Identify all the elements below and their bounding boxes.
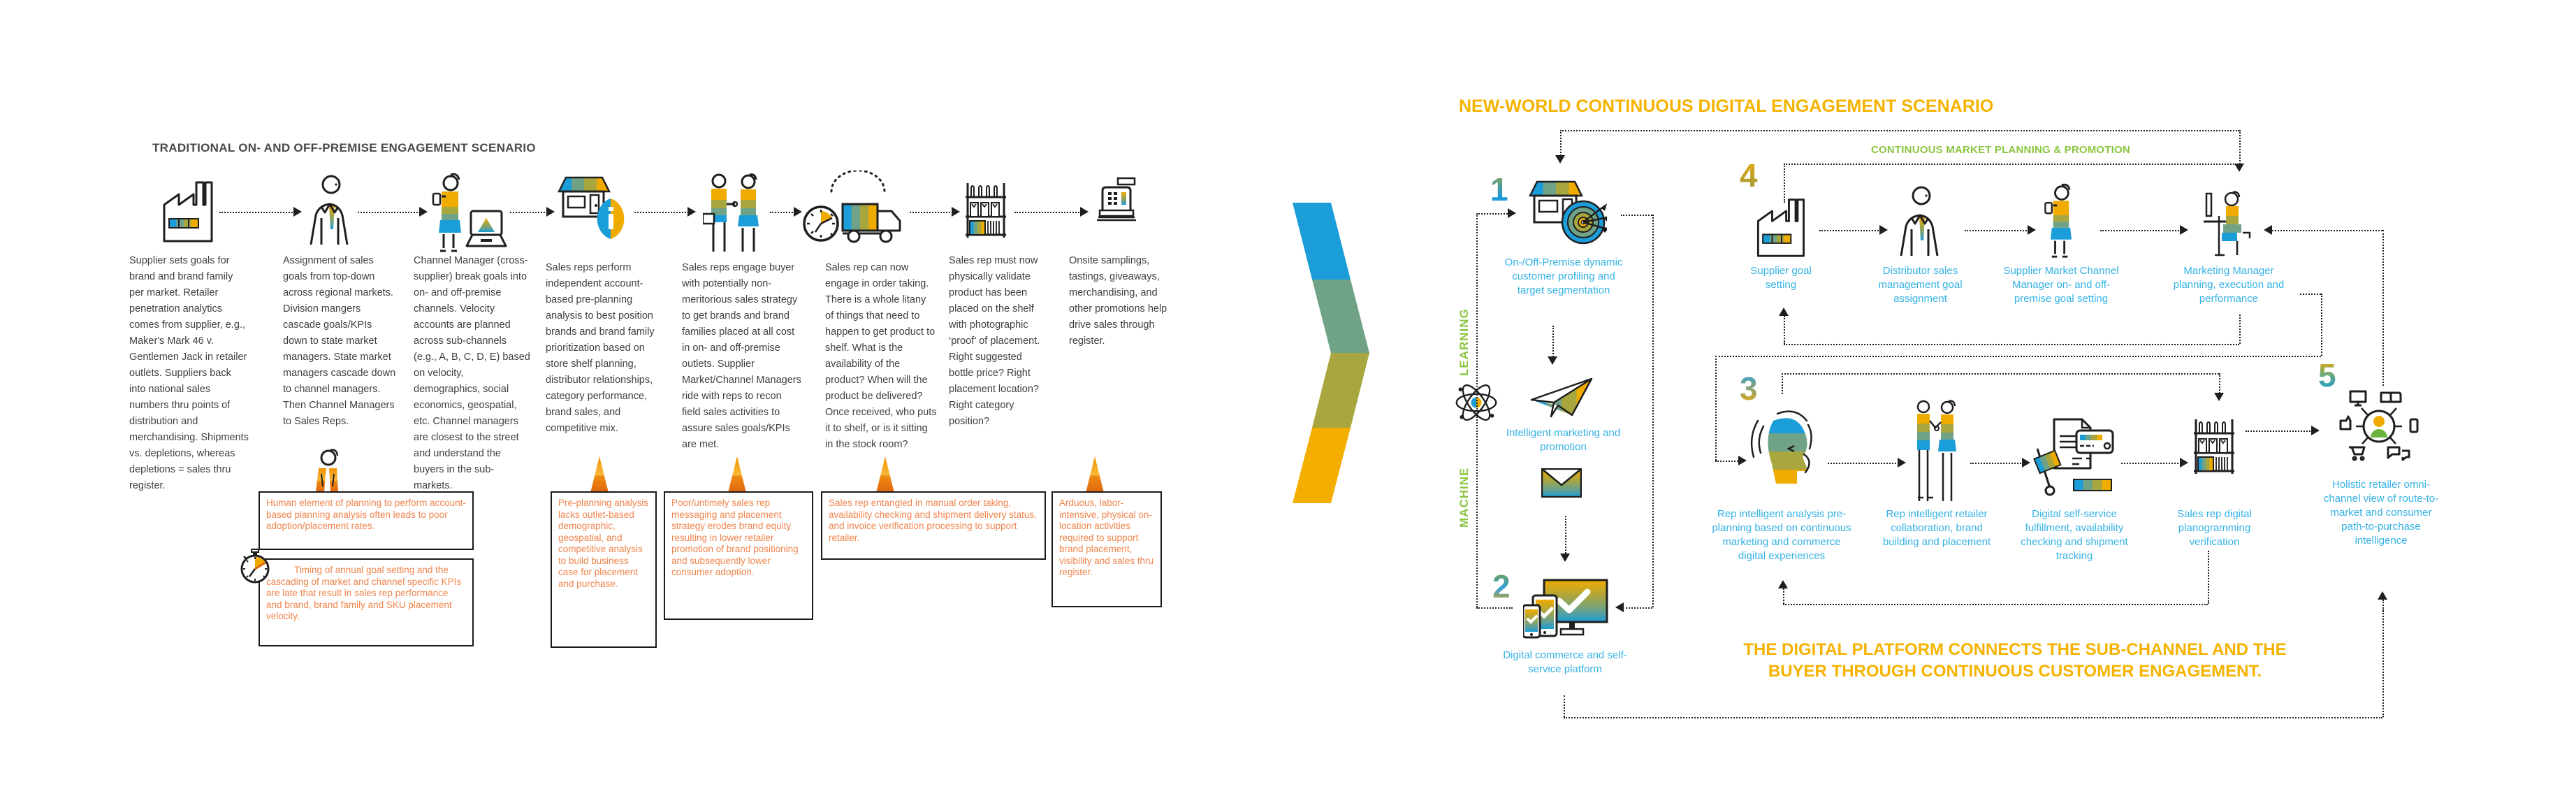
step-number-3: 3	[1740, 370, 1758, 407]
connector-line	[1784, 164, 1785, 203]
arrowhead-icon	[1560, 554, 1570, 562]
connector-line	[1564, 717, 2382, 718]
flow-arrowhead-icon	[794, 207, 802, 217]
collaboration-icon	[1912, 400, 1962, 503]
flow-arrow-line	[1965, 230, 2032, 231]
flow-arrow-line	[634, 212, 692, 213]
channel-manager-laptop-icon	[432, 173, 467, 253]
node-label-omni: Holistic retailer omni-channel view of route-to-market and consumer path-to-purchase intelligence	[2323, 479, 2439, 547]
node-label-marketing-manager: Marketing Manager planning, execution and performance	[2173, 265, 2285, 305]
omni-channel-icon	[2339, 389, 2419, 464]
node-label-channel-manager: Supplier Market Channel Manager on- and off-premise goal setting	[2003, 265, 2119, 305]
connector-line	[1782, 373, 1783, 394]
step-number-5: 5	[2318, 357, 2336, 393]
arrowhead-icon	[1778, 580, 1788, 588]
cone-icon	[875, 456, 896, 493]
callout-box-6: Arduous, labor-intensive, physical on-location activities required to support brand placement, visibility and sales thru register.	[1051, 491, 1162, 607]
cone-icon	[1084, 456, 1105, 493]
step-number-4: 4	[1740, 157, 1758, 194]
manager-icon	[307, 175, 352, 246]
step-number-1: 1	[1490, 171, 1508, 208]
connector-line	[1784, 316, 1785, 344]
arrowhead-icon	[1548, 356, 1557, 365]
connector-line	[2272, 230, 2382, 231]
flow-arrowhead-icon	[952, 207, 960, 217]
channel-manager-phone-icon	[2044, 183, 2077, 259]
connector-line	[2382, 600, 2384, 611]
step-text-1: Supplier sets goals for brand and brand family per market. Retailer penetration analytics comes from supplier, e.g., Maker's Mark 46 v. Gentlemen Jack in retailer outlets. Suppliers back into national sales numbers thru points of distribution and merchandising. Shipments vs. depletions, whereas depletions = sales thru register.	[129, 255, 249, 491]
step-text-2: Assignment of sales goals from top-down across regional markets. Division mangers cascade goals/KPIs down to state market managers. State market managers cascade down to channel managers. Then Channel Managers to Sales Reps.	[283, 255, 396, 427]
arrowhead-icon	[1779, 308, 1789, 316]
paper-plane-icon	[1530, 376, 1594, 421]
digital-platform-statement: THE DIGITAL PLATFORM CONNECTS THE SUB-CHANNEL AND THE BUYER THROUGH CONTINUOUS CUSTOMER ENGAGEMENT.	[1743, 640, 2287, 681]
step-text-8: Onsite samplings, tastings, giveaways, merchandising, and other promotions help drive sales through register.	[1069, 255, 1167, 347]
flow-arrow-line	[1014, 212, 1084, 213]
connector-line	[1782, 373, 2219, 375]
person-legs-icon	[307, 449, 348, 493]
connector-line	[1621, 215, 1652, 216]
flow-arrow-line	[910, 212, 956, 213]
continuous-market-planning-label: CONTINUOUS MARKET PLANNING & PROMOTION	[1871, 144, 2130, 156]
cone-icon	[589, 456, 610, 493]
arrowhead-icon	[1615, 602, 1624, 612]
ai-head-icon	[1749, 410, 1815, 496]
connector-line	[2300, 294, 2321, 295]
connector-line	[1784, 344, 2239, 345]
flow-arrowhead-icon	[546, 207, 555, 217]
arrowhead-icon	[2264, 225, 2272, 235]
callout-box-4: Poor/untimely sales rep messaging and placement strategy erodes brand equity resulting in lower retailer promotion of brand positioning and subsequently lower consumer adoption.	[664, 491, 813, 620]
flow-arrow-line	[1970, 463, 2026, 464]
left-diagram-title: TRADITIONAL ON- AND OFF-PREMISE ENGAGEMENT SCENARIO	[152, 141, 536, 154]
callout-box-1: Human element of planning to perform account-based planning analysis often leads to poor adoption/placement rates.	[259, 491, 474, 550]
fulfillment-icon	[2033, 418, 2114, 496]
sales-reps-icon	[703, 173, 767, 254]
machine-label: MACHINE	[1457, 467, 1471, 528]
step-text-7: Sales rep must now physically validate product has been placed on the shelf with photographic ‘proof’ of placement. Right suggested bottle price? Right placement location? Right category position?	[949, 255, 1040, 427]
callout-box-3: Pre-planning analysis lacks outlet-based demographic, geospatial, and competitive analysis to build business case for placement and purchase.	[551, 491, 657, 648]
connector-line	[1652, 215, 1654, 607]
connector-line	[1715, 356, 1717, 461]
flow-arrow-line	[510, 212, 551, 213]
arrowhead-icon	[2028, 225, 2036, 235]
connector-line	[1560, 130, 1562, 158]
node-label-self-service: Digital self-service fulfillment, availability checking and shipment tracking	[2021, 508, 2128, 562]
marketing-manager-icon	[2202, 191, 2255, 257]
flow-arrowhead-icon	[1080, 207, 1089, 217]
node-label-profiling: On-/Off-Premise dynamic customer profiling and target segmentation	[1504, 256, 1623, 296]
connector-line	[2321, 294, 2322, 356]
step-text-4: Sales reps perform independent account-based pre-planning analysis to best position brands and brand family prioritization based on store shelf planning, distributor relationships, category performance, brand sales, and competitive mix.	[546, 262, 655, 434]
connector-line	[2239, 314, 2241, 344]
connector-line	[2382, 230, 2384, 386]
connector-line	[1476, 607, 1513, 609]
flow-arrowhead-icon	[419, 207, 428, 217]
arrowhead-icon	[1898, 458, 1906, 468]
distributor-manager-icon	[1898, 186, 1942, 257]
node-label-planogramming: Sales rep digital planogramming verification	[2177, 508, 2252, 548]
learning-label: LEARNING	[1457, 308, 1471, 376]
step-number-2: 2	[1492, 568, 1511, 605]
connector-line	[1783, 604, 2208, 605]
planogram-shelf-icon	[2192, 417, 2236, 475]
transition-chevron	[1288, 200, 1371, 505]
flow-arrow-line	[358, 212, 423, 213]
arrowhead-icon	[2180, 225, 2188, 235]
shelf-icon	[964, 180, 1007, 239]
step-text-3: Channel Manager (cross-supplier) break goals into on- and off-premise channels. Velocity accounts are planned across sub-channels (e.g., A, B, C, D, E) based on velocity, demographics, social economics, geospatial, etc. Channel managers are closest to the street and understand the buyers in the sub-markets.	[414, 255, 530, 491]
laptop-icon	[464, 210, 507, 253]
connector-line	[1783, 588, 1784, 604]
flow-arrow-line	[2246, 431, 2315, 432]
arrowhead-icon	[1555, 155, 1565, 164]
stopwatch-icon	[239, 548, 271, 584]
arrowhead-icon	[1508, 208, 1516, 218]
store-target-icon	[1529, 179, 1607, 249]
arrowhead-icon	[2378, 591, 2387, 600]
step-text-6: Sales rep can now engage in order taking. There is a whole litany of things that need to happen to get product to shelf. What is the availability of the product? When will the product be delivered? Once received, who puts it to shelf, or is it sitting in the stock room?	[825, 262, 937, 450]
arrowhead-icon	[1738, 456, 1747, 465]
node-label-rep-analysis: Rep intelligent analysis pre-planning based on continuous marketing and commerce digital experiences	[1712, 508, 1851, 562]
arrowhead-icon	[2180, 458, 2188, 468]
cone-icon	[727, 456, 748, 493]
arrowhead-icon	[2311, 426, 2320, 435]
factory-icon	[1754, 194, 1807, 259]
node-label-rep-collaboration: Rep intelligent retailer collaboration, brand building and placement	[1882, 508, 1991, 548]
flow-arrow-line	[219, 212, 298, 213]
node-label-marketing: Intelligent marketing and promotion	[1506, 427, 1621, 453]
flow-arrow-line	[1819, 230, 1884, 231]
devices-platform-icon	[1523, 579, 1608, 640]
connector-line	[2239, 130, 2241, 166]
node-label-supplier: Supplier goal setting	[1750, 265, 1812, 291]
arrowhead-icon	[1879, 225, 1888, 235]
register-icon	[1094, 177, 1139, 226]
envelope-icon	[1541, 468, 1582, 498]
connector-line	[2382, 611, 2384, 717]
connector-line	[1552, 326, 1554, 359]
flow-arrow-line	[1828, 463, 1902, 464]
connector-line	[1564, 695, 1565, 717]
flow-arrowhead-icon	[293, 207, 302, 217]
arrowhead-icon	[2214, 393, 2224, 401]
node-label-distributor: Distributor sales management goal assignment	[1878, 265, 1963, 305]
right-diagram-title: NEW-WORLD CONTINUOUS DIGITAL ENGAGEMENT SCENARIO	[1459, 96, 1994, 116]
flow-arrow-line	[2100, 230, 2184, 231]
connector-line	[1565, 516, 1566, 556]
callout-box-2: Timing of annual goal setting and the cascading of market and channel specific KPIs are late that result in sales rep performance and brand, brand family and SKU placement velocity.	[259, 558, 474, 646]
connector-line	[1784, 164, 2239, 165]
arrowhead-icon	[2022, 458, 2030, 468]
callout-box-5: Sales rep entangled in manual order taking, availability checking and shipment delivery status, and invoice verification processing to support retailer.	[821, 491, 1046, 560]
connector-line	[1715, 356, 2321, 357]
connector-line	[1622, 607, 1652, 609]
connector-line	[1560, 130, 2239, 131]
node-label-commerce: Digital commerce and self-service platform	[1503, 649, 1627, 675]
connector-line	[1476, 213, 1478, 607]
factory-icon	[161, 177, 214, 244]
order-clock-truck-icon	[802, 171, 907, 247]
store-info-icon	[558, 175, 630, 242]
step-text-5: Sales reps engage buyer with potentially non-meritorious sales strategy to get brands and brand families placed at all cost in on- and off-premise outlets. Supplier Market/Channel Managers ride with reps to recon field sales activities to assure sales goals/KPIs are met.	[682, 262, 801, 450]
flow-arrowhead-icon	[687, 207, 696, 217]
connector-line	[2208, 551, 2209, 604]
flow-arrow-line	[2121, 463, 2184, 464]
